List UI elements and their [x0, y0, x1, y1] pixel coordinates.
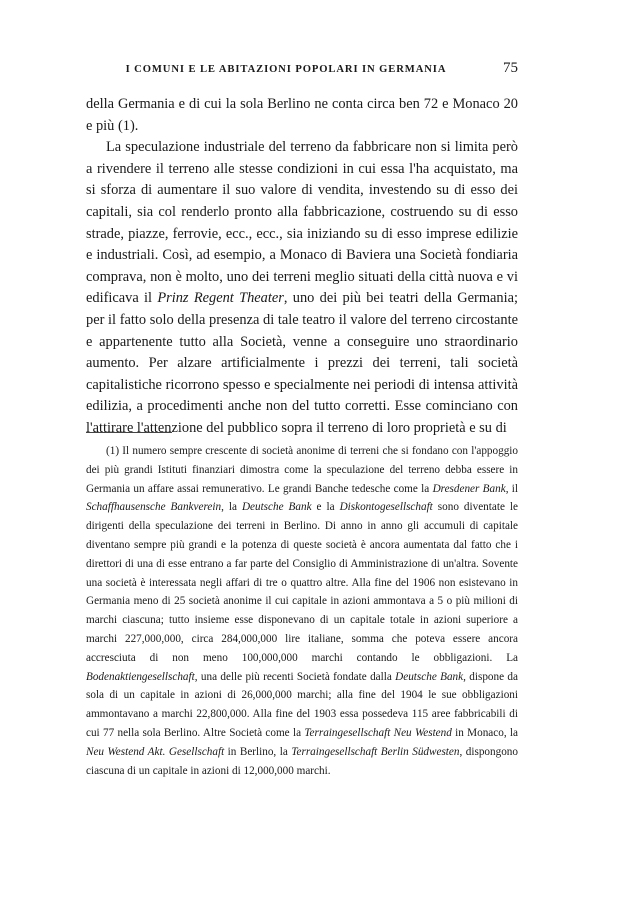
footnote-1 — [86, 442, 518, 780]
footnote-text: (1) Il numero sempre crescente di società anonime di terreni che si fondano con l'appoggio dei più grandi Istituti finanziari dimostra come la speculazione del terreno debba essere in Germania un affare assai remunerativo. Le grandi Banche tedesche come la — [86, 445, 518, 495]
bank-name: Deutsche Bank — [395, 670, 464, 683]
bank-name: Diskontogesellschaft — [339, 501, 433, 514]
page-number: 75 — [503, 60, 518, 76]
company-name: Bodenaktiengesellschaft — [86, 670, 195, 683]
company-name: Neu Westend Akt. Gesellschaft — [86, 745, 225, 758]
footnote-text: , dispone da sola di un capitale in azioni di 26,000,000 marchi; alla fine del 1904 le sue obbligazioni ammontavano a marchi 22,800,000. Alla fine del 1903 essa possedeva 115 aree fabbricabili di cui 77 nella sola Berlino. Altre Società come la — [86, 670, 518, 739]
footnote-text: sono diventate le dirigenti della speculazione dei terreni in Berlino. Di anno in anno gli accumuli di capitale diventano sempre più grandi e la potenza di queste società è ancora aumentata dal fatto che i direttori di una di esse entrano a far parte del Consiglio di Amministrazione di un'altra. Sovente una società è interessata negli affari di tre o quattro altre. Alla fine del 1906 non esistevano in Germania meno di 25 società anonime il cui capitale in azioni ammontava a 5 o più milioni di marchi ciascuna; tutto insieme esse disponevano di un capitale totale in azioni superiore a marchi 227,000,000, circa 284,000,000 lire italiane, somma che poteva essere ancora accresciuta di non meno 100,000,000 marchi contando le obbligazioni. La — [86, 501, 518, 664]
company-name: Terraingesellschaft Neu Westend — [304, 726, 452, 739]
paragraph-continued — [86, 94, 518, 137]
paragraph-text: della Germania e di cui la sola Berlino ne conta circa ben 72 e Monaco 20 e più (1). — [86, 96, 518, 134]
paragraph-text: , uno dei più bei teatri della Germania; per il fatto solo della presenza di tale teatro il valore del terreno circostante e appartenente tutto alla Società, venne a conseguire uno straordinario aumento. Per alzare artificialmente i prezzi dei terreni, tali società capitalistiche ricorrono spesso e specialmente nei periodi di intensa attività edilizia, a procedimenti anche non del tutto corretti. Esse cominciano con l'attirare l'attenzione del pubblico sopra il terreno di loro proprietà e su di — [86, 290, 518, 436]
footnote-text: , una delle più recenti Società fondate dalla — [194, 670, 396, 683]
footnote-text: , dispongono ciascuna di un capitale in azioni di 12,000,000 marchi. — [86, 745, 518, 777]
footnote-text: , il — [505, 482, 519, 495]
page-header — [86, 60, 518, 80]
running-title: I COMUNI E LE ABITAZIONI POPOLARI IN GERMANIA — [125, 64, 447, 75]
footnote-text: in Monaco, la — [451, 726, 519, 739]
footnote-text: e la — [311, 501, 340, 514]
footnote-text: , la — [221, 501, 242, 514]
paragraph-text: La speculazione industriale del terreno da fabbricare non si limita però a rivendere il terreno alle stesse condizioni in cui essa l'ha acquistato, ma si sforza di aumentare il suo valore di vendita, investendo su di esso dei capitali, sia col renderlo pronto alla fabbricazione, costruendo su di esso strade, piazze, ferrovie, ecc., ecc., sia iniziando su di esso imprese edilizie e industriali. Così, ad esempio, a Monaco di Baviera una Società fondiaria comprava, non è molto, uno dei terreni meglio situati della città nuova e vi edificava il — [86, 139, 518, 307]
footnote — [86, 442, 518, 780]
theater-name: Prinz Regent Theater — [157, 290, 284, 307]
footnote-divider — [86, 432, 172, 433]
footnote-text: in Berlino, la — [224, 745, 292, 758]
bank-name: Dresdener Bank — [432, 482, 506, 495]
main-text — [86, 94, 518, 440]
bank-name: Deutsche Bank — [241, 501, 312, 514]
company-name: Terraingesellschaft Berlin Südwesten — [291, 745, 460, 758]
bank-name: Schaffhausensche Bankverein — [86, 501, 222, 514]
paragraph-speculation — [86, 137, 518, 439]
